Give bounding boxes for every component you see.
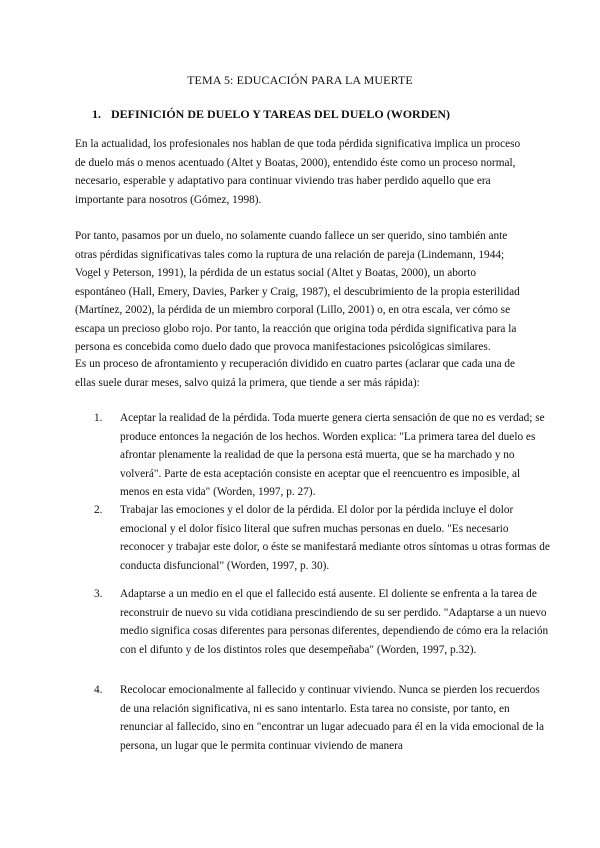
paragraph-intro: En la actualidad, los profesionales nos hablan de que toda pérdida significativa implica un proceso de duelo más o menos acentuado (Altet y Boatas, 2000), entendido éste como un proceso normal, necesario, esperable y adaptativo para continuar viviendo tras haber perdido aquello que era importante para nosotros (Gómez, 1998).: [75, 138, 521, 206]
list-item-number: 3.: [94, 588, 103, 600]
list-item: [94, 409, 550, 502]
section-heading-text: DEFINICIÓN DE DUELO Y TAREAS DEL DUELO (WORDEN): [111, 107, 451, 121]
list-item: [94, 585, 550, 659]
section-number: 1.: [92, 107, 101, 121]
section-heading: [92, 105, 450, 124]
paragraph-losses: Por tanto, pasamos por un duelo, no solamente cuando fallece un ser querido, sino también ante otras pérdidas significativas tales como la ruptura de una relación de pareja (Lindemann, 1944; Vogel y Peterson, 1991), la pérdida de un estatus social (Altet y Boatas, 2000), un aborto espontáneo (Hall, Emery, Davies, Parker y Craig, 1987), el descubrimiento de la propia esterilidad (Martínez, 2002), la pérdida de un miembro corporal (Lillo, 2001) o, en otra escala, ver cómo se escapa un precioso globo rojo. Por tanto, la reacción que origina toda pérdida significativa para la persona es concebida como duelo dado que provoca manifestaciones psicológicas similares.: [75, 230, 520, 353]
page-title: TEMA 5: EDUCACIÓN PARA LA MUERTE: [187, 73, 413, 87]
paragraph-process: Es un proceso de afrontamiento y recuperación dividido en cuatro partes (aclarar que cada una de ellas suele durar meses, salvo quizá la primera, que tiende a ser más rápida):: [75, 358, 516, 389]
list-item-text: Recolocar emocionalmente al fallecido y continuar viviendo. Nunca se pierden los recuerdos de una relación significativa, ni es sano intentarlo. Esta tarea no consiste, por tanto, en renunciar al fallecido, sino en "encontrar un lugar adecuado para él en la vida emocional de la persona, un lugar que le permita continuar viviendo de manera: [120, 684, 544, 752]
list-item-number: 2.: [94, 504, 103, 516]
list-item: [94, 501, 550, 575]
list-item-text: Trabajar las emociones y el dolor de la pérdida. El dolor por la pérdida incluye el dolor emocional y el dolor físico literal que sufren muchas personas en duelo. "Es necesario reconocer y trabajar este dolor, o éste se manifestará mediante otros síntomas u otras formas de conducta disfuncional" (Worden, 1997, p. 30).: [120, 504, 550, 572]
list-item: [94, 681, 550, 755]
list-item-number: 1.: [94, 412, 103, 424]
list-item-number: 4.: [94, 684, 103, 696]
list-item-text: Aceptar la realidad de la pérdida. Toda muerte genera cierta sensación de que no es verdad; se produce entonces la negación de los hechos. Worden explica: "La primera tarea del duelo es afrontar plenamente la realidad de que la persona está muerta, que se ha marchado y no volverá". Parte de esta aceptación consiste en aceptar que el reencuentro es imposible, al menos en esta vida" (Worden, 1997, p. 27).: [120, 412, 545, 498]
list-item-text: Adaptarse a un medio en el que el fallecido está ausente. El doliente se enfrenta a la tarea de reconstruir de nuevo su vida cotidiana prescindiendo de su ser perdido. "Adaptarse a un nuevo medio significa cosas diferentes para personas diferentes, dependiendo de cómo era la relación con el difunto y de los distintos roles que desempeñaba" (Worden, 1997, p.32).: [120, 588, 549, 656]
